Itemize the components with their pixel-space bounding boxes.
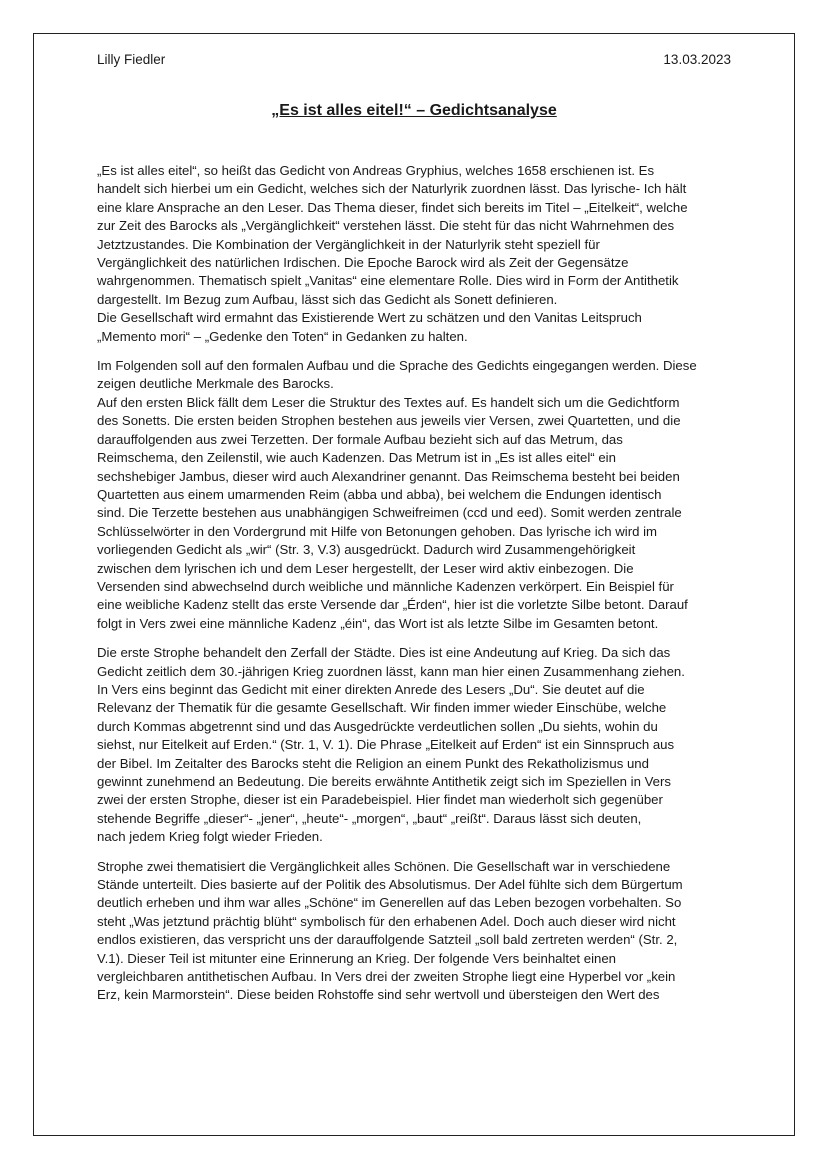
paragraph-second-stanza: Strophe zwei thematisiert die Vergänglichkeit alles Schönen. Die Gesellschaft war in verschiedene Stände unterteilt. Dies basierte auf der Politik des Absolutismus. Der Adel fühlte sich dem Bürgertum deutlich erheben und ihm war alles „Schöne“ im Generellen auf das Leben bezogen vorbehalten. So steht „Was jetztund prächtig blüht“ symbolisch für den erhabenen Adel. Doch auch dieser wird nicht endlos existieren, das verspricht uns der darauffolgende Satzteil „soll bald zertreten werden“ (Str. 2, V.1). Dieser Teil ist mitunter eine Erinnerung an Krieg. Der folgende Vers beinhaltet einen vergleichbaren antithetischen Aufbau. In Vers drei der zweiten Strophe liegt eine Hyperbel vor „kein Erz, kein Marmorstein“. Diese beiden Rohstoffe sind sehr wertvoll und übersteigen den Wert des bbox=[97, 858, 683, 1003]
document-title: „Es ist alles eitel!“ – Gedichtsanalyse bbox=[271, 102, 557, 119]
paragraph-formal-structure: Im Folgenden soll auf den formalen Aufbau und die Sprache des Gedichts eingegangen werden. Diese zeigen deutliche Merkmale des Barocks. Auf den ersten Blick fällt dem Leser die Struktur des Textes auf. Es handelt sich um die Gedichtform des Sonetts. Die ersten beiden Strophen bestehen aus jeweils vier Versen, zwei Quartetten, und die darauffolgenden aus zwei Terzetten. Der formale Aufbau bezieht sich auf das Metrum, das Reimschema, den Zeilenstil, wie auch Kadenzen. Das Metrum ist in „Es ist alles eitel“ ein sechshebiger Jambus, dieser wird auch Alexandriner genannt. Das Reimschema besteht bei beiden Quartetten aus einem umarmenden Reim (abba und abba), bei welchem die Endungen identisch sind. Die Terzette bestehen aus unabhängigen Schweifreimen (ccd und eed). Somit werden zentrale Schlüsselwörter in den Vordergrund mit Hilfe von Betonungen gehoben. Das lyrische ich wird im vorliegenden Gedicht als „wir“ (Str. 3, V.3) ausgedrückt. Dadurch wird Zusammengehörigkeit zwischen dem lyrischen ich und dem Leser hergestellt, der Leser wird aktiv einbezogen. Die Versenden sind abwechselnd durch weibliche und männliche Kadenzen verkörpert. Ein Beispiel für eine weibliche Kadenz stellt das erste Versende dar „Érden“, hier ist die vorletzte Silbe betont. Darauf folgt in Vers zwei eine männliche Kadenz „éin“, das Wort ist als letzte Silbe im Gesamten betont. bbox=[97, 358, 697, 631]
paragraph-introduction: „Es ist alles eitel“, so heißt das Gedicht von Andreas Gryphius, welches 1658 erschienen ist. Es handelt sich hierbei um ein Gedicht, welches sich der Naturlyrik zuordnen lässt. Das lyrische- Ich hält eine klare Ansprache an den Leser. Das Thema dieser, findet sich bereits im Titel – „Eitelkeit“, welche zur Zeit des Barocks als „Vergänglichkeit“ verstehen lässt. Die steht für das nicht Wahrnehmen des Jetztzustandes. Die Kombination der Vergänglichkeit in der Naturlyrik steht speziell für Vergänglichkeit des natürlichen Irdischen. Die Epoche Barock wird als Zeit der Gegensätze wahrgenommen. Thematisch spielt „Vanitas“ eine elementare Rolle. Dies wird in Form der Antithetik dargestellt. Im Bezug zum Aufbau, lässt sich das Gedicht als Sonett definieren. Die Gesellschaft wird ermahnt das Existierende Wert zu schätzen und den Vanitas Leitspruch „Memento mori“ – „Gedenke den Toten“ in Gedanken zu halten. bbox=[97, 163, 688, 344]
document-body bbox=[97, 162, 733, 1016]
author-name: Lilly Fiedler bbox=[97, 52, 166, 67]
document-date: 13.03.2023 bbox=[663, 52, 731, 67]
document-header bbox=[97, 51, 731, 69]
paragraph-first-stanza: Die erste Strophe behandelt den Zerfall der Städte. Dies ist eine Andeutung auf Krieg. Da sich das Gedicht zeitlich dem 30.-jährigen Krieg zuordnen lässt, kann man hier einen Zusammenhang ziehen. In Vers eins beginnt das Gedicht mit einer direkten Anrede des Lesers „Du“. Sie deutet auf die Relevanz der Thematik für die gesamte Gesellschaft. Wir finden immer wieder Einschübe, welche durch Kommas abgetrennt sind und das Ausgedrückte verdeutlichen sollen „Du siehts, wohin du siehst, nur Eitelkeit auf Erden.“ (Str. 1, V. 1). Die Phrase „Eitelkeit auf Erden“ ist ein Sinnspruch aus der Bibel. Im Zeitalter des Barocks steht die Religion an einem Punkt des Rekatholizismus und gewinnt zunehmend an Bedeutung. Die bereits erwähnte Antithetik zeigt sich im Speziellen in Vers zwei der ersten Strophe, dieser ist ein Paradebeispiel. Hier findet man wiederholt sich gegenüber stehende Begriffe „dieser“- „jener“, „heute“- „morgen“, „baut“ „reißt“. Daraus lässt sich deuten, nach jedem Krieg folgt wieder Frieden. bbox=[97, 645, 685, 845]
